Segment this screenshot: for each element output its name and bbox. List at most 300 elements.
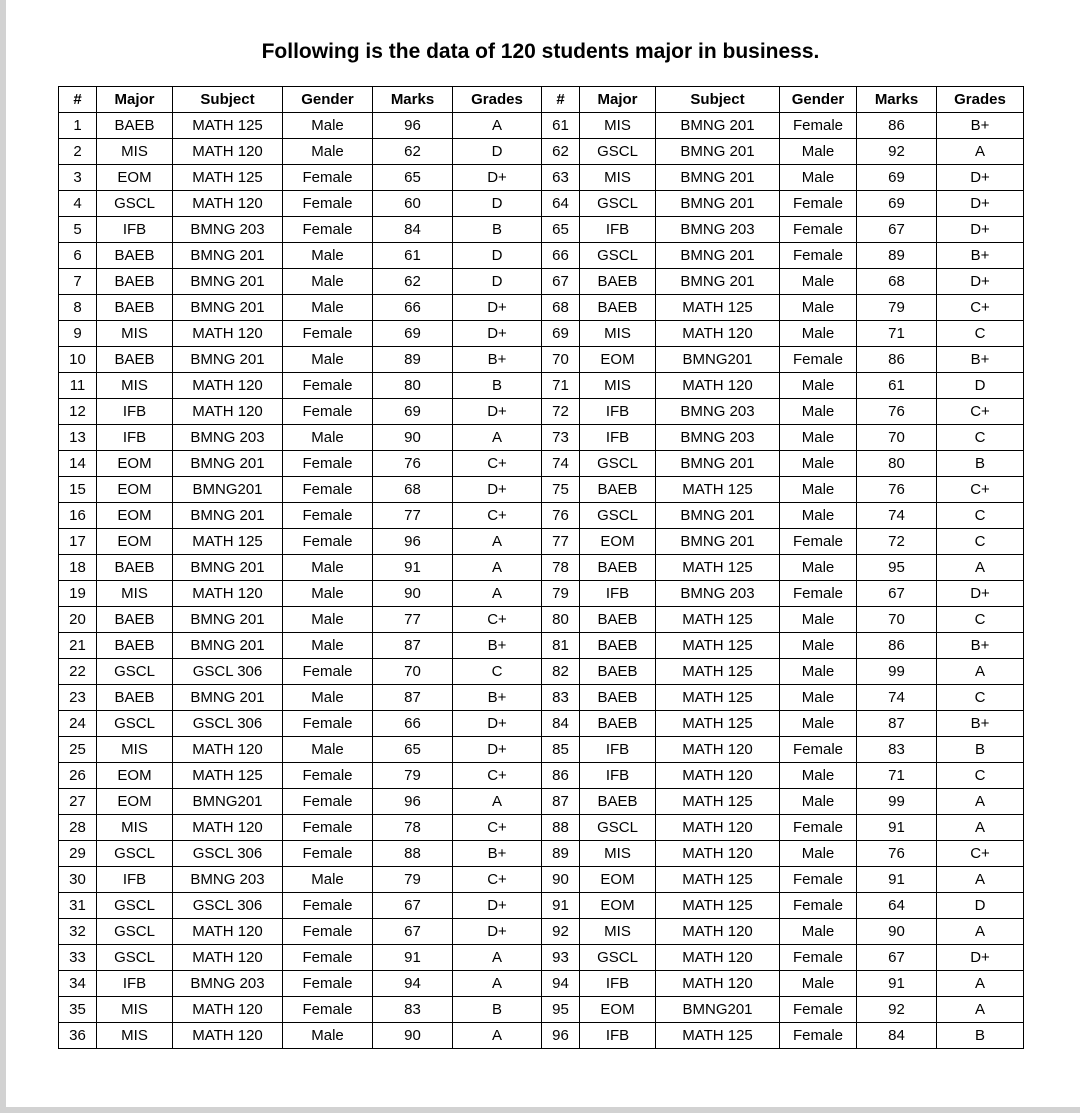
cell-gender: Male — [283, 113, 373, 139]
cell-grades: B+ — [937, 243, 1024, 269]
cell-gender: Male — [780, 139, 857, 165]
cell-number: 10 — [59, 347, 97, 373]
cell-number: 74 — [542, 451, 580, 477]
column-header-subject-left: Subject — [173, 87, 283, 113]
cell-gender: Female — [283, 659, 373, 685]
cell-number: 89 — [542, 841, 580, 867]
cell-major: BAEB — [97, 295, 173, 321]
cell-marks: 69 — [373, 321, 453, 347]
cell-gender: Male — [780, 555, 857, 581]
cell-major: EOM — [580, 529, 656, 555]
cell-major: GSCL — [97, 945, 173, 971]
cell-marks: 86 — [857, 347, 937, 373]
cell-marks: 68 — [857, 269, 937, 295]
cell-major: EOM — [97, 529, 173, 555]
cell-number: 14 — [59, 451, 97, 477]
cell-grades: D+ — [937, 269, 1024, 295]
cell-marks: 70 — [857, 607, 937, 633]
cell-gender: Female — [283, 217, 373, 243]
cell-gender: Female — [283, 399, 373, 425]
cell-major: BAEB — [580, 685, 656, 711]
cell-subject: MATH 120 — [173, 399, 283, 425]
table-row — [59, 789, 1024, 815]
cell-subject: BMNG 201 — [173, 633, 283, 659]
cell-grades: A — [937, 815, 1024, 841]
cell-gender: Female — [283, 503, 373, 529]
table-row — [59, 243, 1024, 269]
cell-grades: D+ — [453, 477, 542, 503]
cell-number: 15 — [59, 477, 97, 503]
cell-subject: BMNG 201 — [656, 243, 780, 269]
cell-grades: A — [453, 1023, 542, 1049]
cell-gender: Male — [283, 347, 373, 373]
cell-number: 36 — [59, 1023, 97, 1049]
cell-grades: C+ — [453, 451, 542, 477]
column-header-subject-right: Subject — [656, 87, 780, 113]
cell-marks: 83 — [857, 737, 937, 763]
table-row — [59, 893, 1024, 919]
cell-grades: B+ — [937, 711, 1024, 737]
column-header-grades-left: Grades — [453, 87, 542, 113]
cell-number: 5 — [59, 217, 97, 243]
cell-major: BAEB — [580, 555, 656, 581]
cell-major: BAEB — [580, 789, 656, 815]
table-row — [59, 815, 1024, 841]
cell-subject: MATH 120 — [656, 737, 780, 763]
cell-grades: C+ — [453, 815, 542, 841]
cell-gender: Male — [780, 477, 857, 503]
cell-major: MIS — [580, 919, 656, 945]
cell-gender: Male — [780, 789, 857, 815]
cell-marks: 91 — [857, 971, 937, 997]
cell-grades: B+ — [453, 633, 542, 659]
cell-major: MIS — [97, 1023, 173, 1049]
cell-subject: BMNG201 — [173, 789, 283, 815]
cell-number: 75 — [542, 477, 580, 503]
cell-grades: D — [937, 373, 1024, 399]
cell-major: IFB — [580, 1023, 656, 1049]
cell-major: IFB — [97, 867, 173, 893]
cell-major: MIS — [97, 581, 173, 607]
cell-gender: Male — [780, 841, 857, 867]
cell-gender: Male — [283, 581, 373, 607]
cell-number: 66 — [542, 243, 580, 269]
cell-major: BAEB — [97, 113, 173, 139]
cell-subject: BMNG 201 — [656, 503, 780, 529]
cell-major: IFB — [580, 763, 656, 789]
cell-number: 24 — [59, 711, 97, 737]
cell-gender: Female — [283, 373, 373, 399]
cell-major: MIS — [97, 139, 173, 165]
cell-major: MIS — [97, 815, 173, 841]
cell-grades: A — [453, 113, 542, 139]
cell-number: 4 — [59, 191, 97, 217]
cell-grades: B+ — [937, 347, 1024, 373]
table-row — [59, 113, 1024, 139]
cell-gender: Female — [780, 945, 857, 971]
cell-major: MIS — [580, 165, 656, 191]
cell-gender: Female — [283, 763, 373, 789]
cell-marks: 61 — [857, 373, 937, 399]
cell-subject: BMNG 201 — [656, 451, 780, 477]
page-title: Following is the data of 120 students major in business. — [261, 40, 820, 63]
table-row — [59, 607, 1024, 633]
cell-major: IFB — [97, 217, 173, 243]
cell-major: MIS — [97, 737, 173, 763]
cell-gender: Female — [283, 893, 373, 919]
cell-grades: A — [937, 139, 1024, 165]
cell-marks: 91 — [857, 867, 937, 893]
cell-grades: D — [937, 893, 1024, 919]
cell-number: 35 — [59, 997, 97, 1023]
cell-major: EOM — [97, 451, 173, 477]
cell-major: BAEB — [97, 555, 173, 581]
cell-marks: 64 — [857, 893, 937, 919]
table-row — [59, 503, 1024, 529]
cell-number: 64 — [542, 191, 580, 217]
cell-number: 17 — [59, 529, 97, 555]
cell-marks: 67 — [373, 893, 453, 919]
cell-number: 61 — [542, 113, 580, 139]
cell-marks: 80 — [857, 451, 937, 477]
table-row — [59, 945, 1024, 971]
cell-gender: Female — [780, 815, 857, 841]
cell-marks: 77 — [373, 503, 453, 529]
cell-gender: Female — [283, 529, 373, 555]
cell-gender: Male — [283, 737, 373, 763]
cell-marks: 65 — [373, 165, 453, 191]
cell-subject: MATH 125 — [656, 477, 780, 503]
cell-grades: D+ — [937, 217, 1024, 243]
cell-number: 80 — [542, 607, 580, 633]
cell-marks: 96 — [373, 113, 453, 139]
cell-marks: 68 — [373, 477, 453, 503]
table-row — [59, 633, 1024, 659]
cell-major: GSCL — [97, 841, 173, 867]
cell-grades: C+ — [937, 399, 1024, 425]
cell-grades: D+ — [453, 399, 542, 425]
cell-major: EOM — [97, 503, 173, 529]
table-row — [59, 529, 1024, 555]
cell-subject: MATH 120 — [656, 971, 780, 997]
cell-gender: Female — [780, 997, 857, 1023]
column-header-grades-right: Grades — [937, 87, 1024, 113]
cell-major: GSCL — [97, 191, 173, 217]
cell-marks: 84 — [857, 1023, 937, 1049]
column-header-gender-right: Gender — [780, 87, 857, 113]
cell-major: MIS — [97, 321, 173, 347]
cell-number: 78 — [542, 555, 580, 581]
cell-major: BAEB — [580, 295, 656, 321]
cell-marks: 88 — [373, 841, 453, 867]
cell-subject: MATH 120 — [173, 997, 283, 1023]
cell-subject: GSCL 306 — [173, 711, 283, 737]
cell-number: 90 — [542, 867, 580, 893]
cell-grades: B — [453, 373, 542, 399]
cell-subject: BMNG 201 — [656, 529, 780, 555]
cell-major: EOM — [97, 789, 173, 815]
cell-number: 7 — [59, 269, 97, 295]
cell-number: 29 — [59, 841, 97, 867]
cell-subject: MATH 125 — [173, 529, 283, 555]
cell-gender: Male — [780, 451, 857, 477]
cell-number: 85 — [542, 737, 580, 763]
cell-gender: Male — [780, 685, 857, 711]
cell-grades: D+ — [453, 737, 542, 763]
cell-grades: D — [453, 269, 542, 295]
cell-major: BAEB — [97, 633, 173, 659]
cell-grades: C+ — [937, 295, 1024, 321]
cell-gender: Male — [780, 399, 857, 425]
cell-grades: A — [937, 555, 1024, 581]
cell-number: 73 — [542, 425, 580, 451]
cell-subject: MATH 125 — [656, 295, 780, 321]
cell-number: 87 — [542, 789, 580, 815]
cell-major: IFB — [580, 425, 656, 451]
cell-number: 2 — [59, 139, 97, 165]
cell-grades: B+ — [937, 633, 1024, 659]
cell-grades: D+ — [453, 321, 542, 347]
cell-gender: Female — [283, 165, 373, 191]
cell-major: EOM — [97, 477, 173, 503]
cell-number: 3 — [59, 165, 97, 191]
cell-major: BAEB — [97, 269, 173, 295]
cell-gender: Female — [283, 321, 373, 347]
cell-major: GSCL — [580, 191, 656, 217]
cell-grades: A — [937, 997, 1024, 1023]
cell-marks: 77 — [373, 607, 453, 633]
cell-major: GSCL — [580, 243, 656, 269]
cell-major: MIS — [580, 373, 656, 399]
cell-major: GSCL — [580, 451, 656, 477]
cell-grades: D+ — [937, 165, 1024, 191]
cell-gender: Female — [780, 1023, 857, 1049]
cell-marks: 76 — [373, 451, 453, 477]
cell-grades: B+ — [937, 113, 1024, 139]
cell-major: BAEB — [580, 659, 656, 685]
cell-gender: Female — [780, 581, 857, 607]
cell-number: 70 — [542, 347, 580, 373]
cell-major: IFB — [97, 399, 173, 425]
cell-marks: 96 — [373, 529, 453, 555]
cell-grades: A — [453, 789, 542, 815]
cell-grades: A — [453, 581, 542, 607]
cell-subject: BMNG 201 — [173, 243, 283, 269]
cell-marks: 91 — [373, 555, 453, 581]
cell-subject: BMNG 201 — [656, 139, 780, 165]
table-row — [59, 477, 1024, 503]
cell-marks: 62 — [373, 269, 453, 295]
cell-gender: Male — [780, 971, 857, 997]
cell-subject: MATH 120 — [173, 139, 283, 165]
cell-grades: D — [453, 139, 542, 165]
cell-marks: 99 — [857, 789, 937, 815]
table-row — [59, 971, 1024, 997]
cell-grades: A — [453, 555, 542, 581]
cell-number: 23 — [59, 685, 97, 711]
cell-grades: C — [937, 503, 1024, 529]
cell-major: IFB — [97, 971, 173, 997]
cell-marks: 95 — [857, 555, 937, 581]
cell-subject: BMNG 203 — [656, 399, 780, 425]
cell-grades: C — [937, 607, 1024, 633]
cell-grades: A — [937, 867, 1024, 893]
cell-gender: Male — [283, 1023, 373, 1049]
cell-number: 71 — [542, 373, 580, 399]
cell-marks: 94 — [373, 971, 453, 997]
cell-number: 93 — [542, 945, 580, 971]
frame-left-border — [0, 0, 6, 1113]
table-row — [59, 295, 1024, 321]
cell-grades: D — [453, 191, 542, 217]
cell-grades: B — [937, 451, 1024, 477]
cell-number: 63 — [542, 165, 580, 191]
cell-subject: MATH 120 — [656, 919, 780, 945]
cell-gender: Female — [780, 737, 857, 763]
cell-major: IFB — [580, 971, 656, 997]
cell-marks: 92 — [857, 139, 937, 165]
cell-major: EOM — [97, 165, 173, 191]
table-row — [59, 165, 1024, 191]
cell-grades: D+ — [453, 893, 542, 919]
cell-number: 72 — [542, 399, 580, 425]
cell-number: 34 — [59, 971, 97, 997]
cell-gender: Male — [283, 633, 373, 659]
cell-grades: C+ — [453, 867, 542, 893]
cell-number: 19 — [59, 581, 97, 607]
cell-grades: D — [453, 243, 542, 269]
cell-subject: MATH 125 — [173, 763, 283, 789]
cell-gender: Female — [283, 711, 373, 737]
cell-number: 67 — [542, 269, 580, 295]
cell-grades: C+ — [453, 503, 542, 529]
table-row — [59, 217, 1024, 243]
column-header-gender-left: Gender — [283, 87, 373, 113]
cell-number: 79 — [542, 581, 580, 607]
cell-marks: 89 — [373, 347, 453, 373]
cell-number: 13 — [59, 425, 97, 451]
cell-number: 18 — [59, 555, 97, 581]
table-row — [59, 581, 1024, 607]
cell-subject: MATH 125 — [656, 789, 780, 815]
cell-subject: BMNG 203 — [656, 425, 780, 451]
cell-subject: BMNG 201 — [173, 451, 283, 477]
cell-gender: Female — [780, 867, 857, 893]
cell-gender: Male — [780, 295, 857, 321]
frame-bottom-border — [0, 1107, 1080, 1113]
cell-subject: BMNG 201 — [173, 555, 283, 581]
cell-grades: D+ — [937, 945, 1024, 971]
cell-subject: BMNG 201 — [173, 269, 283, 295]
column-header-number-right: # — [542, 87, 580, 113]
cell-grades: D+ — [937, 581, 1024, 607]
cell-number: 30 — [59, 867, 97, 893]
table-row — [59, 685, 1024, 711]
cell-subject: BMNG201 — [656, 997, 780, 1023]
cell-number: 84 — [542, 711, 580, 737]
cell-grades: C — [937, 685, 1024, 711]
cell-number: 82 — [542, 659, 580, 685]
cell-major: GSCL — [580, 139, 656, 165]
column-header-marks-right: Marks — [857, 87, 937, 113]
cell-gender: Male — [780, 269, 857, 295]
cell-number: 91 — [542, 893, 580, 919]
cell-grades: B — [937, 737, 1024, 763]
cell-subject: GSCL 306 — [173, 841, 283, 867]
cell-marks: 76 — [857, 399, 937, 425]
cell-number: 22 — [59, 659, 97, 685]
cell-marks: 70 — [857, 425, 937, 451]
cell-gender: Male — [780, 607, 857, 633]
cell-subject: BMNG 201 — [173, 607, 283, 633]
cell-number: 12 — [59, 399, 97, 425]
cell-gender: Female — [780, 529, 857, 555]
cell-marks: 99 — [857, 659, 937, 685]
column-header-marks-left: Marks — [373, 87, 453, 113]
cell-subject: BMNG 201 — [656, 269, 780, 295]
cell-gender: Female — [780, 893, 857, 919]
table-row — [59, 321, 1024, 347]
cell-major: GSCL — [97, 711, 173, 737]
cell-number: 28 — [59, 815, 97, 841]
cell-grades: B+ — [453, 841, 542, 867]
cell-marks: 87 — [373, 685, 453, 711]
cell-marks: 90 — [857, 919, 937, 945]
cell-major: EOM — [580, 997, 656, 1023]
column-header-major-left: Major — [97, 87, 173, 113]
cell-major: IFB — [580, 737, 656, 763]
cell-marks: 69 — [857, 191, 937, 217]
cell-grades: B+ — [453, 685, 542, 711]
cell-gender: Male — [283, 243, 373, 269]
cell-subject: MATH 120 — [173, 373, 283, 399]
cell-subject: MATH 125 — [656, 633, 780, 659]
cell-number: 65 — [542, 217, 580, 243]
cell-subject: BMNG201 — [173, 477, 283, 503]
cell-gender: Male — [283, 269, 373, 295]
cell-gender: Female — [283, 815, 373, 841]
table-row — [59, 347, 1024, 373]
cell-gender: Female — [283, 919, 373, 945]
cell-marks: 61 — [373, 243, 453, 269]
cell-subject: MATH 120 — [656, 321, 780, 347]
table-row — [59, 139, 1024, 165]
cell-subject: MATH 120 — [173, 815, 283, 841]
cell-subject: MATH 120 — [173, 191, 283, 217]
cell-number: 88 — [542, 815, 580, 841]
table-body — [59, 113, 1024, 1049]
cell-number: 92 — [542, 919, 580, 945]
table-header-row — [59, 87, 1024, 113]
cell-gender: Female — [283, 945, 373, 971]
cell-gender: Female — [780, 347, 857, 373]
cell-gender: Female — [283, 477, 373, 503]
cell-marks: 90 — [373, 581, 453, 607]
cell-subject: MATH 125 — [656, 1023, 780, 1049]
cell-number: 77 — [542, 529, 580, 555]
cell-grades: C+ — [453, 763, 542, 789]
cell-grades: B+ — [453, 347, 542, 373]
column-header-major-right: Major — [580, 87, 656, 113]
cell-subject: MATH 125 — [656, 685, 780, 711]
cell-marks: 79 — [373, 763, 453, 789]
cell-subject: MATH 125 — [656, 893, 780, 919]
cell-marks: 62 — [373, 139, 453, 165]
student-data-table — [58, 86, 1024, 1049]
cell-gender: Male — [283, 425, 373, 451]
table-row — [59, 1023, 1024, 1049]
cell-number: 95 — [542, 997, 580, 1023]
